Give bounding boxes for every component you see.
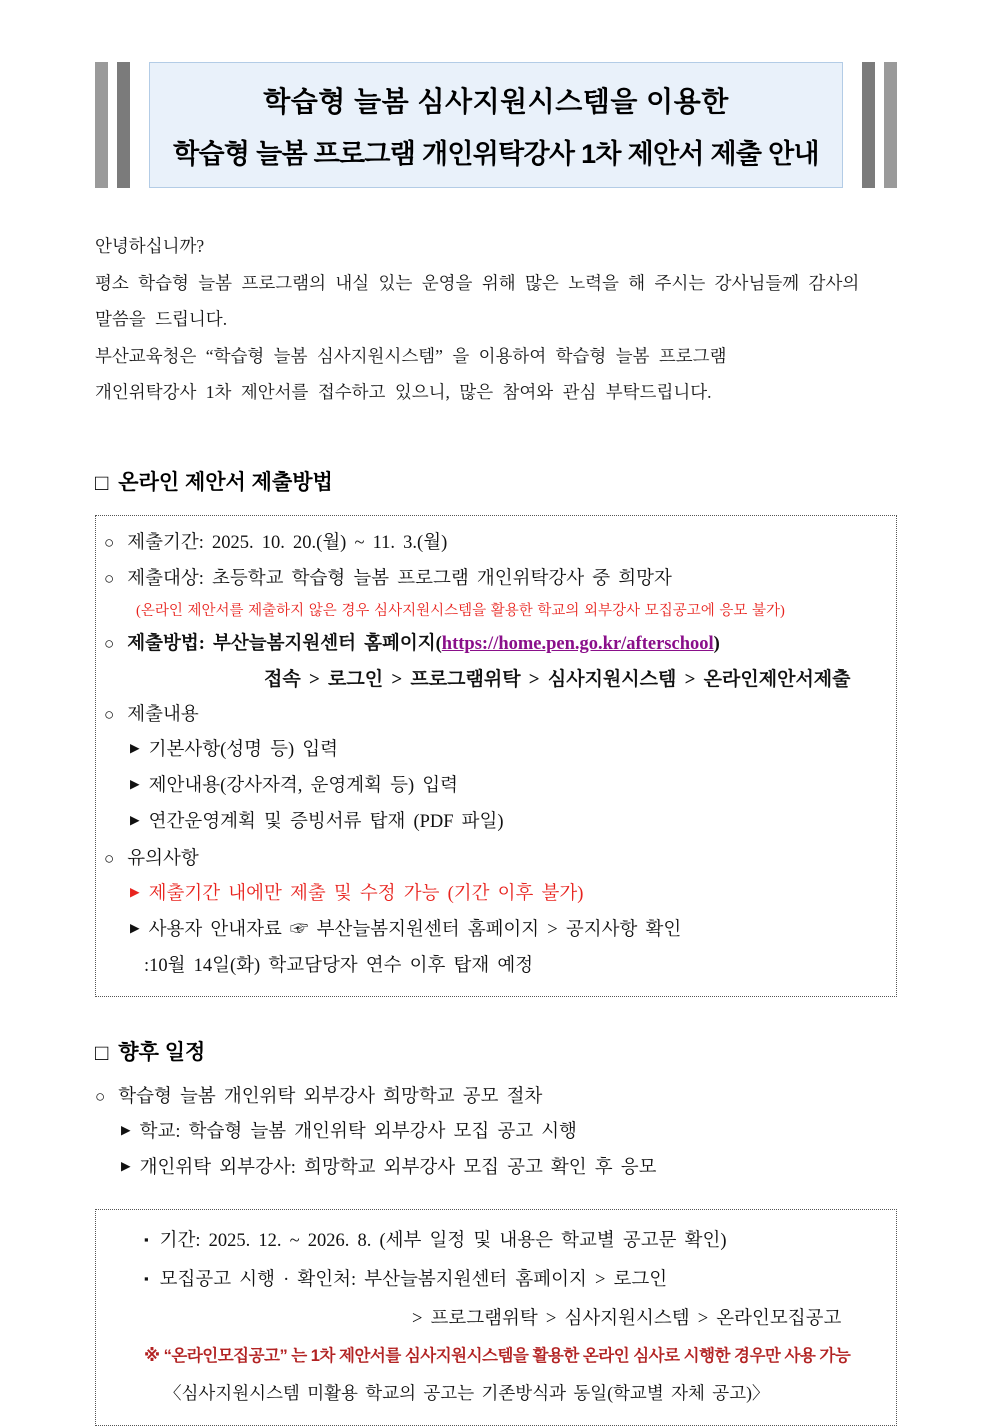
schedule-details-box xyxy=(95,1209,897,1426)
circle-bullet-icon: ○ xyxy=(104,532,115,552)
schedule-announce-line xyxy=(104,1261,886,1300)
section-heading-schedule-text: 향후 일정 xyxy=(118,1040,206,1064)
greeting-line: 부산교육청은 “학습형 늘봄 심사지원시스템” 을 이용하여 학습형 늘봄 프로그램 xyxy=(95,345,727,366)
submission-details-box xyxy=(95,515,897,997)
circle-bullet-icon: ○ xyxy=(95,1086,106,1106)
submission-guide-continuation: :10월 14일(화) 학교담당자 연수 이후 탑재 예정 xyxy=(144,955,534,976)
triangle-bullet-icon: ▶ xyxy=(130,884,140,899)
small-square-bullet-icon: ▪ xyxy=(144,1231,149,1247)
document-page xyxy=(95,0,897,1426)
submission-target-warning: (온라인 제안서를 제출하지 않은 경우 심사지원시스템을 활용한 학교의 외부강사 모집공고에 응모 불가) xyxy=(136,602,785,619)
decor-bar-right-inner-icon xyxy=(862,62,875,188)
triangle-bullet-icon: ▶ xyxy=(130,776,140,791)
schedule-note-warning: ※ “온라인모집공고” 는 1차 제안서를 심사지원시스템을 활용한 온라인 심사로 시행한 경우만 사용 가능 xyxy=(144,1346,851,1365)
small-square-bullet-icon: ▪ xyxy=(144,1270,149,1286)
schedule-announce-text: 모집공고 시행 · 확인처: 부산늘봄지원센터 홈페이지 > 로그인 xyxy=(159,1269,668,1290)
schedule-item-text: 개인위탁 외부강사: 희망학교 외부강사 모집 공고 확인 후 응모 xyxy=(139,1157,657,1178)
submission-method-line xyxy=(104,626,884,662)
decor-bar-left-inner-icon xyxy=(117,62,130,188)
decor-bar-right-outer-icon xyxy=(884,62,897,188)
submission-period-line xyxy=(104,525,884,561)
title-banner xyxy=(95,62,897,188)
circle-bullet-icon: ○ xyxy=(104,704,115,724)
section-heading-schedule xyxy=(95,1038,897,1067)
title-line-2: 학습형 늘봄 프로그램 개인위탁강사 1차 제안서 제출 안내 xyxy=(173,138,819,169)
submission-period-text: 제출기간: 2025. 10. 20.(월) ~ 11. 3.(월) xyxy=(127,532,448,553)
submission-caution-line xyxy=(104,841,884,877)
circle-bullet-icon: ○ xyxy=(104,848,115,868)
submission-caution-label: 유의사항 xyxy=(127,848,199,869)
submission-menu-path: 접속 > 로그인 > 프로그램위탁 > 심사지원시스템 > 온라인제안서제출 xyxy=(264,668,851,690)
triangle-bullet-icon: ▶ xyxy=(121,1122,131,1137)
section-heading-submission xyxy=(95,468,897,497)
square-bullet-icon: □ xyxy=(95,1039,109,1065)
schedule-item-text: 학교: 학습형 늘봄 개인위탁 외부강사 모집 공고 시행 xyxy=(139,1121,577,1142)
schedule-intro-line xyxy=(95,1079,897,1115)
title-line-1: 학습형 늘봄 심사지원시스템을 이용한 xyxy=(263,85,729,117)
submission-method-text: 제출방법: 부산늘봄지원센터 홈페이지( xyxy=(127,633,442,654)
submission-method-suffix: ) xyxy=(713,633,720,654)
submission-content-item-text: 기본사항(성명 등) 입력 xyxy=(148,739,339,760)
submission-content-item xyxy=(104,733,884,769)
triangle-bullet-icon: ▶ xyxy=(130,812,140,827)
submission-content-label: 제출내용 xyxy=(127,704,199,725)
schedule-note-plain: 〈심사지원시스템 미활용 학교의 공고는 기존방식과 동일(학교별 자체 공고)〉 xyxy=(164,1382,770,1403)
schedule-period-line xyxy=(104,1222,886,1261)
submission-guide-line xyxy=(104,913,884,949)
afterschool-homepage-link[interactable]: https://home.pen.go.kr/afterschool xyxy=(441,633,714,654)
square-bullet-icon: □ xyxy=(95,469,109,495)
greeting-paragraph xyxy=(95,228,897,411)
greeting-line: 평소 학습형 늘봄 프로그램의 내실 있는 운영을 위해 많은 노력을 해 주시는 강사님들께 감사의 xyxy=(95,272,860,293)
submission-content-item xyxy=(104,769,884,805)
submission-content-item xyxy=(104,805,884,841)
schedule-announce-menu-path: > 프로그램위탁 > 심사지원시스템 > 온라인모집공고 xyxy=(412,1308,842,1329)
submission-content-item-text: 연간운영계획 및 증빙서류 탑재 (PDF 파일) xyxy=(148,811,504,832)
document-title xyxy=(149,62,843,188)
greeting-line: 개인위탁강사 1차 제안서를 접수하고 있으니, 많은 참여와 관심 부탁드립니다. xyxy=(95,382,712,402)
submission-target-line xyxy=(104,561,884,597)
decor-bar-left-outer-icon xyxy=(95,62,108,188)
circle-bullet-icon: ○ xyxy=(104,568,115,588)
schedule-period-text: 기간: 2025. 12. ~ 2026. 8. (세부 일정 및 내용은 학교별 공고문 확인) xyxy=(159,1230,727,1251)
submission-target-text: 제출대상: 초등학교 학습형 늘봄 프로그램 개인위탁강사 중 희망자 xyxy=(127,568,672,589)
greeting-line: 안녕하십니까? xyxy=(95,236,205,256)
section-heading-submission-text: 온라인 제안서 제출방법 xyxy=(118,470,333,494)
triangle-bullet-icon: ▶ xyxy=(121,1158,131,1173)
schedule-item xyxy=(95,1151,897,1187)
submission-guide-text: 사용자 안내자료 ☞ 부산늘봄지원센터 홈페이지 > 공지사항 확인 xyxy=(148,919,682,940)
greeting-line: 말씀을 드립니다. xyxy=(95,309,228,329)
submission-content-item-text: 제안내용(강사자격, 운영계획 등) 입력 xyxy=(148,775,459,796)
submission-content-line xyxy=(104,697,884,733)
submission-caution-warning-text: 제출기간 내에만 제출 및 수정 가능 (기간 이후 불가) xyxy=(148,883,584,904)
triangle-bullet-icon: ▶ xyxy=(130,920,140,935)
circle-bullet-icon: ○ xyxy=(104,633,115,653)
schedule-item xyxy=(95,1115,897,1151)
schedule-intro-text: 학습형 늘봄 개인위탁 외부강사 희망학교 공모 절차 xyxy=(118,1086,543,1107)
triangle-bullet-icon: ▶ xyxy=(130,740,140,755)
submission-caution-warning xyxy=(104,877,884,913)
